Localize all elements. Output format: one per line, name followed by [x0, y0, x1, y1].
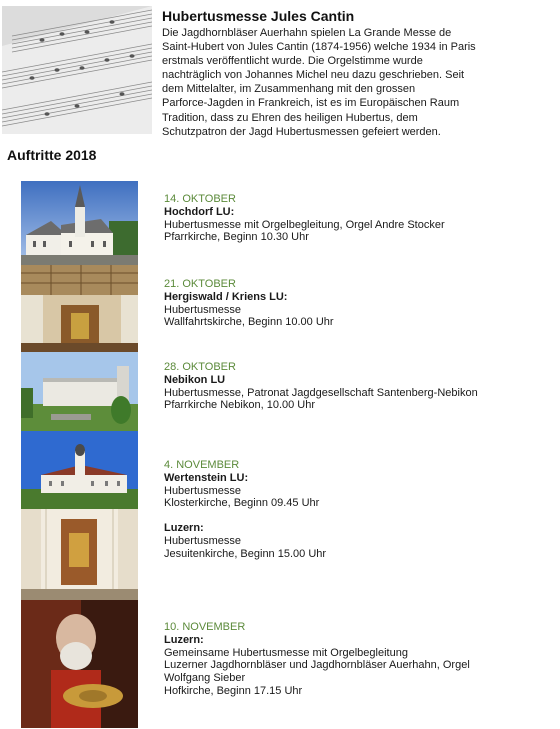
event-line: Hofkirche, Beginn 17.15 Uhr: [164, 684, 303, 697]
church-nebikon-image: [21, 352, 138, 431]
event-line: Hubertusmesse: [164, 303, 242, 316]
event-line: Pfarrkirche Nebikon, 10.00 Uhr: [164, 399, 316, 412]
intro-text: [162, 26, 542, 139]
intro-line: Parforce-Jagden in Frankreich, ist es im Europäischen Raum: [162, 97, 460, 110]
event-line: Wallfahrtskirche, Beginn 10.00 Uhr: [164, 316, 334, 329]
event-line: Hubertusmesse, Patronat Jagdgesellschaft Santenberg-Nebikon: [164, 386, 478, 399]
intro-line: dem Mittelalter, im Zusammenhang mit den grossen: [162, 83, 416, 96]
event-line: Klosterkirche, Beginn 09.45 Uhr: [164, 497, 320, 510]
event-date: 10. NOVEMBER: [164, 621, 246, 633]
event-place: Nebikon LU: [164, 373, 226, 386]
jesuitenkirche-interior-image: [21, 509, 138, 600]
event-line: Hubertusmesse: [164, 484, 242, 497]
church-hochdorf-image: [21, 181, 138, 265]
intro-line: Tradition, dass zu Ehren des heiligen Hubertus, dem: [162, 111, 418, 124]
event-place-2: Luzern:: [164, 522, 204, 535]
event-line: Pfarrkirche, Beginn 10.30 Uhr: [164, 231, 309, 244]
intro-line: Die Jagdhornbläser Auerhahn spielen La Grande Messe de: [162, 27, 452, 39]
event-place: Wertenstein LU:: [164, 471, 249, 484]
event-line: Luzerner Jagdhornbläser und Jagdhornbläser Auerhahn, Orgel: [164, 659, 470, 672]
event-line: Hubertusmesse: [164, 534, 242, 547]
event-date: 14. OKTOBER: [164, 193, 236, 205]
event-item: [164, 361, 478, 412]
event-item: [164, 621, 470, 698]
sheet-music-image: [2, 6, 152, 134]
event-item: [164, 193, 445, 244]
intro-line: erstmals veröffentlicht wurde. Die Orgelstimme wurde: [162, 55, 423, 68]
page-title: Hubertusmesse Jules Cantin: [162, 8, 355, 24]
intro-line: nachträglich von Johannes Michel neu dazu geschrieben. Seit: [162, 69, 465, 82]
intro-line: Schutzpatron der Jagd Hubertusmessen gefeiert werden.: [162, 125, 441, 138]
section-title: Auftritte 2018: [7, 147, 97, 163]
event-item: [164, 459, 326, 561]
church-wertenstein-image: [21, 431, 138, 509]
event-place: Luzern:: [164, 633, 204, 646]
event-place: Hochdorf LU:: [164, 205, 235, 218]
event-line: Hubertusmesse mit Orgelbegleitung, Orgel Andre Stocker: [164, 218, 445, 231]
organist-portrait-image: [21, 600, 138, 728]
event-item: [164, 278, 334, 329]
event-line: Jesuitenkirche, Beginn 15.00 Uhr: [164, 547, 327, 560]
event-date: 4. NOVEMBER: [164, 459, 240, 471]
church-hergiswald-image: [21, 265, 138, 352]
event-date: 28. OKTOBER: [164, 361, 236, 373]
event-line: Wolfgang Sieber: [164, 672, 246, 685]
event-line: Gemeinsame Hubertusmesse mit Orgelbegleitung: [164, 646, 408, 659]
event-date: 21. OKTOBER: [164, 278, 236, 290]
event-place: Hergiswald / Kriens LU:: [164, 290, 288, 303]
intro-line: Saint-Hubert von Jules Cantin (1874-1956) welche 1934 in Paris: [162, 41, 476, 54]
